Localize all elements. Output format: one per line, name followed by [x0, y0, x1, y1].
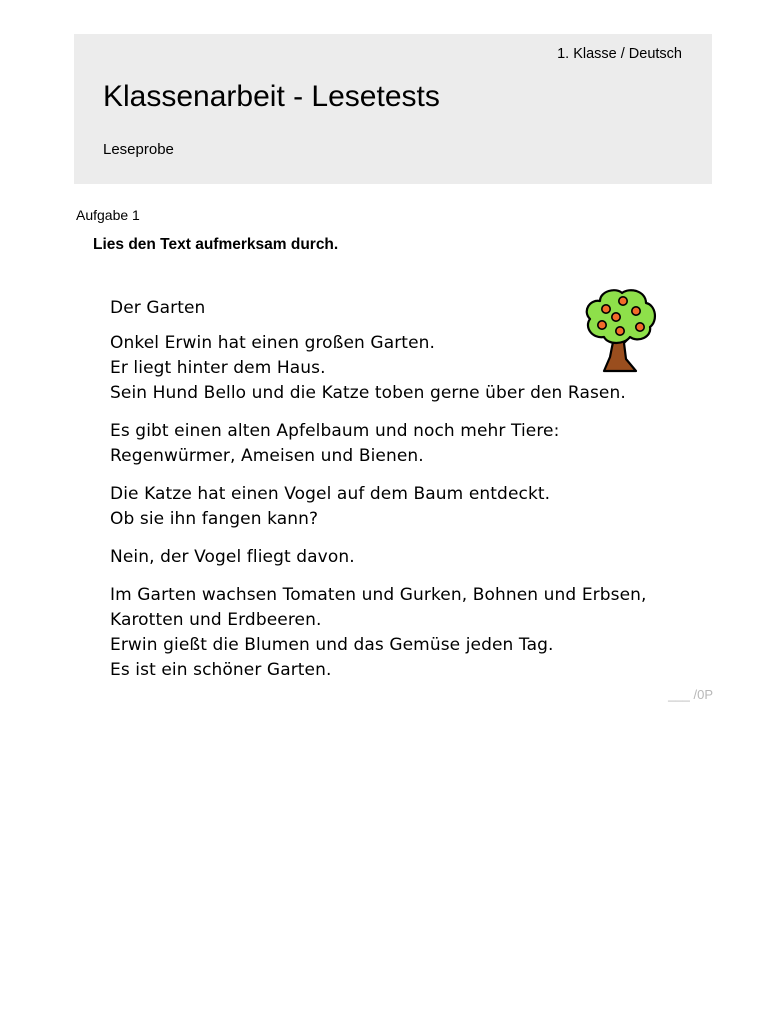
story-line: Es ist ein schöner Garten.: [110, 660, 332, 680]
story-line: Er liegt hinter dem Haus.: [110, 358, 326, 378]
apple-tree-icon: [580, 287, 660, 375]
story-line: Regenwürmer, Ameisen und Bienen.: [110, 446, 424, 466]
story-line: Erwin gießt die Blumen und das Gemüse jeden Tag.: [110, 635, 554, 655]
story-line: Onkel Erwin hat einen großen Garten.: [110, 333, 436, 353]
score-field: ___ /0P: [668, 687, 713, 702]
worksheet-header: [74, 34, 712, 184]
story-line: Sein Hund Bello und die Katze toben gerne über den Rasen.: [110, 383, 626, 403]
task-label: Aufgabe 1: [76, 207, 140, 223]
grade-subject: 1. Klasse / Deutsch: [557, 46, 682, 62]
story-line: Nein, der Vogel fliegt davon.: [110, 547, 355, 567]
story-line: Im Garten wachsen Tomaten und Gurken, Bohnen und Erbsen,: [110, 585, 647, 605]
page-subtitle: Leseprobe: [103, 141, 174, 158]
page-title: Klassenarbeit - Lesetests: [103, 80, 440, 113]
story-title: Der Garten: [110, 298, 206, 318]
story-line: Ob sie ihn fangen kann?: [110, 509, 319, 529]
story-line: Die Katze hat einen Vogel auf dem Baum entdeckt.: [110, 484, 551, 504]
task-instruction: Lies den Text aufmerksam durch.: [93, 236, 339, 253]
story-line: Karotten und Erdbeeren.: [110, 610, 322, 630]
story-line: Es gibt einen alten Apfelbaum und noch mehr Tiere:: [110, 421, 560, 441]
